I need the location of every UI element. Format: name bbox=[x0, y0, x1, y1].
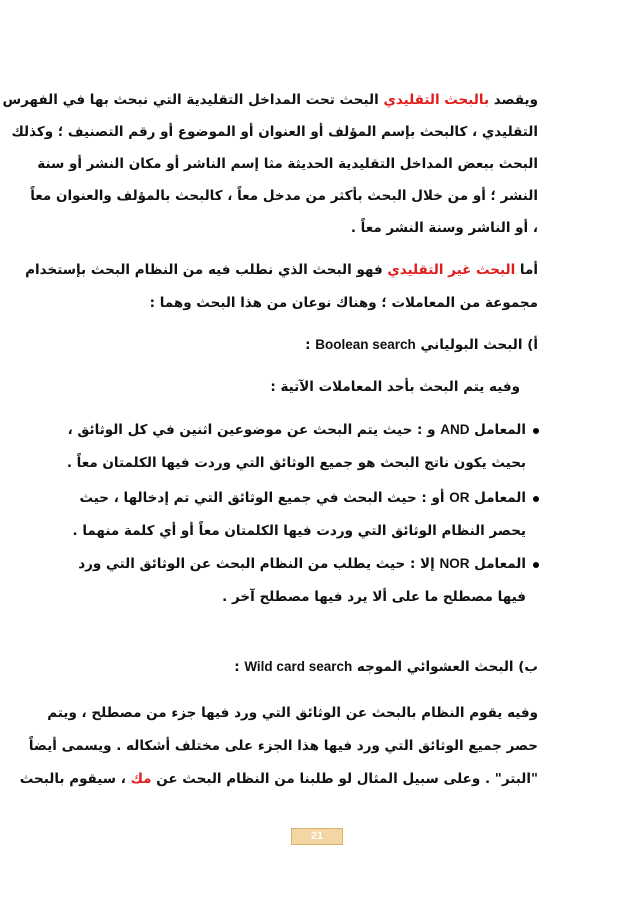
operator-and: AND bbox=[440, 422, 470, 437]
operator-nor: NOR bbox=[439, 556, 470, 571]
text-run: البحث تحت المداخل التقليدية التي نبحث بها في الفهرس bbox=[2, 92, 384, 108]
bullet-or-line2: يحصر النظام الوثائق التي وردت فيها الكلمتان معاً أو أي كلمة منهما . bbox=[72, 523, 526, 539]
paragraph2-line1 bbox=[25, 260, 538, 280]
section-a-heading bbox=[100, 335, 538, 355]
text-run: إلا : حيث يطلب من النظام البحث عن الوثائق التي ورد bbox=[78, 556, 440, 572]
bullet-nor-line1 bbox=[78, 554, 526, 574]
text-run: فهو البحث الذي نطلب فيه من النظام البحث بإستخدام bbox=[25, 262, 388, 278]
heading-tail: : bbox=[305, 337, 316, 353]
paragraph1-line3: البحث ببعض المداخل التقليدية الحديثة مثا إسم الناشر أو مكان النشر أو سنة bbox=[37, 156, 538, 172]
bullet-and-line1 bbox=[67, 420, 526, 440]
section-b-line2: حصر جميع الوثائق التي ورد فيها هذا الجزء على مختلف أشكاله . ويسمى أيضاً bbox=[28, 738, 538, 754]
text-run: المعامل bbox=[469, 422, 526, 438]
bullet-icon bbox=[533, 562, 539, 568]
page-number: 21 bbox=[291, 828, 343, 845]
section-b-line1: وفيه يقوم النظام بالبحث عن الوثائق التي ورد فيها جزء من مصطلح ، ويتم bbox=[47, 705, 538, 721]
paragraph1-line5: ، أو الناشر وسنة النشر معاً . bbox=[350, 220, 538, 236]
text-run: ويقصد bbox=[489, 92, 538, 108]
paragraph2-line2: مجموعة من المعاملات ؛ وهناك نوعان من هذا البحث وهما : bbox=[149, 295, 538, 311]
text-run: المعامل bbox=[469, 490, 526, 506]
bullet-icon bbox=[533, 428, 539, 434]
text-run: أما bbox=[515, 262, 538, 278]
section-b-heading bbox=[100, 657, 538, 677]
bullet-icon bbox=[533, 496, 539, 502]
operator-or: OR bbox=[449, 490, 470, 505]
section-b-line3 bbox=[19, 769, 538, 789]
text-run: "البتر" . وعلى سبيل المثال لو طلبنا من النظام البحث عن bbox=[151, 771, 538, 787]
highlighted-term: البحث غير التقليدي bbox=[387, 262, 516, 278]
bullet-nor-line2: فيها مصطلح ما على ألا يرد فيها مصطلح آخر . bbox=[222, 589, 526, 605]
paragraph1-line1 bbox=[2, 90, 538, 110]
highlighted-term: بالبحث التقليدي bbox=[383, 92, 490, 108]
bullet-and-line2: بحيث يكون ناتج البحث هو جميع الوثائق التي وردت فيها الكلمتان معاً . bbox=[66, 455, 526, 471]
paragraph1-line2: التقليدي ، كالبحث بإسم المؤلف أو العنوان أو الموضوع أو رقم التصنيف ؛ وكذلك bbox=[11, 124, 538, 140]
text-run: المعامل bbox=[469, 556, 526, 572]
text-run: و : حيث يتم البحث عن موضوعين اثنين في كل الوثائق ، bbox=[67, 422, 441, 438]
heading-text: ب) البحث العشوائي الموجه bbox=[352, 659, 538, 675]
heading-english: Wild card search bbox=[244, 659, 353, 674]
text-run: أو : حيث البحث في جميع الوثائق التي تم إدخالها ، حيث bbox=[79, 490, 450, 506]
paragraph1-line4: النشر ؛ أو من خلال البحث بأكثر من مدخل معاً ، كالبحث بالمؤلف والعنوان معاً bbox=[30, 188, 538, 204]
section-a-intro: وفيه يتم البحث بأحد المعاملات الآتية : bbox=[270, 379, 520, 395]
heading-english: Boolean search bbox=[315, 337, 416, 352]
text-run: ، سيقوم بالبحث bbox=[19, 771, 131, 787]
heading-tail: : bbox=[234, 659, 245, 675]
highlighted-term: مك bbox=[130, 771, 152, 787]
heading-text: أ) البحث البولياني bbox=[415, 337, 538, 353]
bullet-or-line1 bbox=[79, 488, 526, 508]
